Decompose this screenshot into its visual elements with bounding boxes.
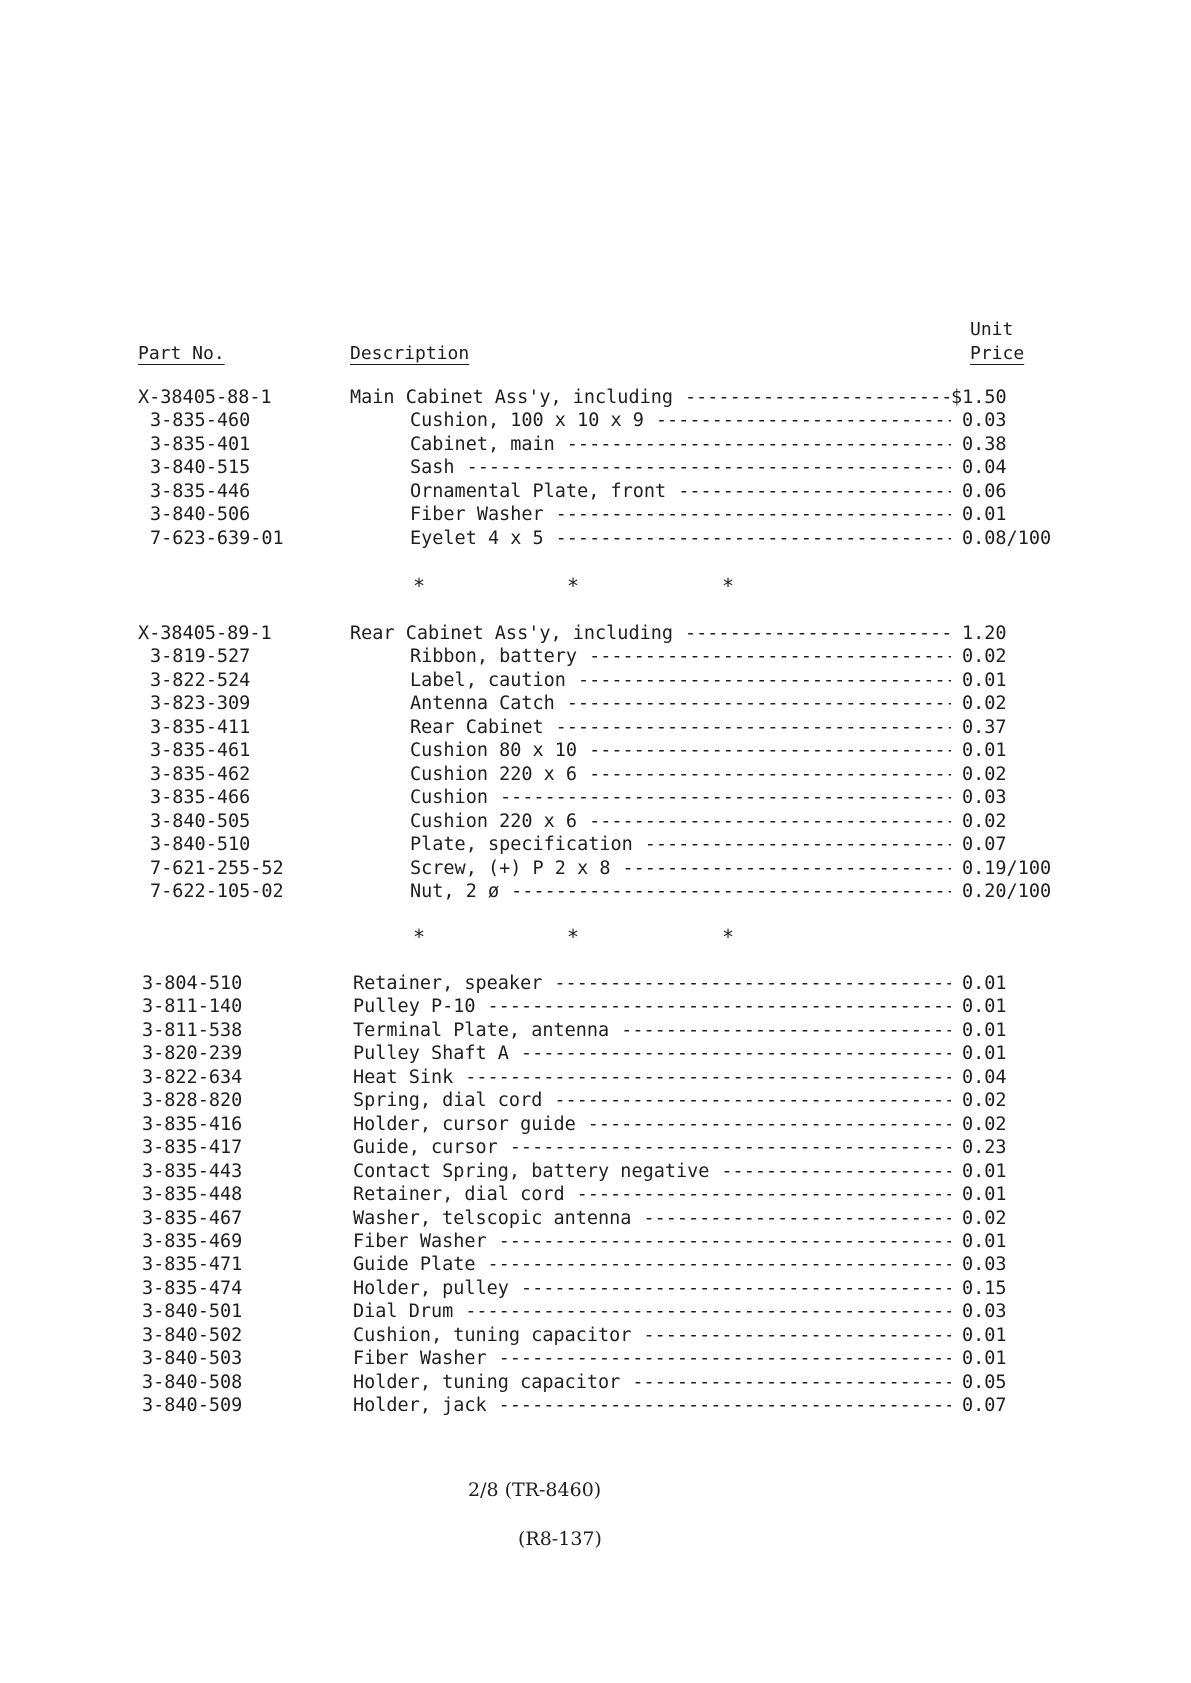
table-row <box>0 456 1191 480</box>
part-number: X-38405-89-1 <box>138 623 272 644</box>
description: Washer, telscopic antenna <box>353 1207 632 1229</box>
table-row <box>0 880 1191 904</box>
part-number: 7-621-255-52 <box>150 857 284 879</box>
description: Label, caution <box>410 669 566 691</box>
dotted-leader <box>499 1230 951 1254</box>
part-number: 3-835-469 <box>142 1230 243 1252</box>
description: Cushion 220 x 6 <box>410 810 578 832</box>
description-cell <box>353 1394 951 1418</box>
description-cell <box>410 409 951 433</box>
description: Terminal Plate, antenna <box>353 1019 610 1041</box>
part-number: 3-835-417 <box>142 1137 243 1159</box>
description: Cushion <box>410 787 488 809</box>
description-cell <box>353 1300 951 1324</box>
table-row <box>0 1207 1191 1231</box>
part-number: 3-819-527 <box>150 646 251 668</box>
description: Cushion 220 x 6 <box>410 763 578 785</box>
dotted-leader <box>589 739 951 763</box>
dotted-leader <box>510 1136 951 1160</box>
table-row <box>0 739 1191 763</box>
description-cell <box>410 763 951 787</box>
header-unit: Unit <box>970 319 1014 340</box>
unit-price: 0.04 <box>962 1066 1007 1088</box>
part-number: 3-835-466 <box>150 787 251 809</box>
table-row <box>0 480 1191 504</box>
part-number: 3-835-471 <box>142 1254 243 1276</box>
unit-price: 0.08/100 <box>962 527 1052 549</box>
dotted-leader <box>554 1089 951 1113</box>
page-number: 2/8 (TR-8460) <box>468 1479 602 1501</box>
description-cell <box>410 716 951 740</box>
description-cell <box>353 1113 951 1137</box>
unit-price: 0.03 <box>962 787 1007 809</box>
dotted-leader <box>589 645 951 669</box>
dotted-leader <box>643 1207 951 1231</box>
table-row <box>0 716 1191 740</box>
dotted-leader <box>556 716 951 740</box>
table-row <box>0 527 1191 551</box>
description-cell <box>353 1207 951 1231</box>
description: Retainer, speaker <box>353 973 543 994</box>
part-number: 3-828-820 <box>142 1090 243 1112</box>
unit-price: 0.37 <box>962 716 1007 738</box>
part-number: 3-835-460 <box>150 410 251 432</box>
dotted-leader <box>685 622 951 646</box>
part-number: 3-822-524 <box>150 669 251 691</box>
dotted-leader <box>554 972 951 996</box>
description: Dial Drum <box>353 1301 454 1323</box>
table-row <box>0 1089 1191 1113</box>
dotted-leader <box>632 1371 951 1395</box>
unit-price: 0.05 <box>962 1371 1007 1393</box>
part-number: 3-835-446 <box>150 480 251 502</box>
part-number: 3-835-474 <box>142 1277 243 1299</box>
description: Holder, cursor guide <box>353 1113 576 1135</box>
part-number: 3-840-509 <box>142 1395 243 1417</box>
description-cell <box>410 503 951 527</box>
description-cell <box>410 880 951 904</box>
dotted-leader <box>499 1347 951 1371</box>
unit-price: 0.38 <box>962 433 1007 455</box>
description: Holder, pulley <box>353 1277 509 1299</box>
part-number: 3-835-462 <box>150 763 251 785</box>
dotted-leader <box>567 433 951 457</box>
description-cell <box>353 972 951 996</box>
part-number: 3-840-510 <box>150 834 251 856</box>
unit-price: 0.01 <box>962 1184 1007 1206</box>
description: Contact Spring, battery negative <box>353 1160 710 1182</box>
part-number: 3-835-416 <box>142 1113 243 1135</box>
description: Ornamental Plate, front <box>410 480 667 502</box>
dotted-leader <box>589 810 951 834</box>
dotted-leader <box>511 880 951 904</box>
description: Heat Sink <box>353 1066 454 1088</box>
unit-price: 0.01 <box>962 669 1007 691</box>
table-row <box>0 1113 1191 1137</box>
separator-star: * <box>722 925 735 949</box>
part-number: 3-840-502 <box>142 1324 243 1346</box>
description: Rear Cabinet Ass'y, including <box>350 623 674 644</box>
table-row <box>0 763 1191 787</box>
description-cell <box>350 386 951 410</box>
part-number: 3-840-503 <box>142 1348 243 1370</box>
unit-price: 0.01 <box>962 504 1007 526</box>
description: Ribbon, battery <box>410 646 578 668</box>
part-number: 3-804-510 <box>142 973 243 994</box>
description: Main Cabinet Ass'y, including <box>350 387 674 408</box>
table-row <box>0 669 1191 693</box>
description-cell <box>353 1371 951 1395</box>
table-row <box>0 503 1191 527</box>
unit-price: 0.02 <box>962 646 1007 668</box>
table-row <box>0 786 1191 810</box>
dotted-leader <box>678 480 951 504</box>
dotted-leader <box>621 1019 951 1043</box>
part-number: 3-840-508 <box>142 1371 243 1393</box>
dotted-leader <box>500 786 951 810</box>
part-number: 3-820-239 <box>142 1043 243 1065</box>
dotted-leader <box>656 409 951 433</box>
part-number: 3-835-411 <box>150 716 251 738</box>
description: Nut, 2 ø <box>410 880 500 902</box>
table-row <box>0 433 1191 457</box>
table-row <box>0 810 1191 834</box>
unit-price: 0.03 <box>962 1254 1007 1276</box>
description-cell <box>410 857 951 881</box>
unit-price: 0.02 <box>962 1113 1007 1135</box>
description-cell <box>353 1347 951 1371</box>
document-code: (R8-137) <box>518 1528 602 1550</box>
unit-price: 0.20/100 <box>962 880 1052 902</box>
table-row <box>0 1230 1191 1254</box>
part-number: 3-835-443 <box>142 1160 243 1182</box>
table-row <box>0 833 1191 857</box>
unit-price: 0.15 <box>962 1277 1007 1299</box>
description: Guide Plate <box>353 1254 476 1276</box>
unit-price: 0.06 <box>962 480 1007 502</box>
unit-price: 0.01 <box>962 1160 1007 1182</box>
table-row <box>0 1324 1191 1348</box>
unit-price: 0.01 <box>962 996 1007 1018</box>
dotted-leader <box>643 1324 951 1348</box>
description-cell <box>410 810 951 834</box>
description: Eyelet 4 x 5 <box>410 527 544 549</box>
description: Cushion, 100 x 10 x 9 <box>410 410 644 432</box>
table-row <box>0 995 1191 1019</box>
dotted-leader <box>622 857 951 881</box>
table-row <box>0 1183 1191 1207</box>
table-row <box>0 1042 1191 1066</box>
table-row <box>0 1277 1191 1301</box>
unit-price: 0.04 <box>962 457 1007 479</box>
part-number: 3-811-140 <box>142 996 243 1018</box>
description-cell <box>353 1277 951 1301</box>
part-number: 3-840-506 <box>150 504 251 526</box>
table-row <box>0 857 1191 881</box>
description: Guide, cursor <box>353 1137 498 1159</box>
description-cell <box>353 1183 951 1207</box>
description-cell <box>353 1136 951 1160</box>
dotted-leader <box>521 1042 951 1066</box>
description-cell <box>410 433 951 457</box>
description-cell <box>410 786 951 810</box>
part-number: 3-811-538 <box>142 1019 243 1041</box>
description-cell <box>410 480 951 504</box>
description-cell <box>353 1066 951 1090</box>
description-cell <box>353 1230 951 1254</box>
unit-price: 0.01 <box>962 1348 1007 1370</box>
dotted-leader <box>721 1160 951 1184</box>
dotted-leader <box>556 503 951 527</box>
unit-price: 0.03 <box>962 410 1007 432</box>
unit-price: 0.19/100 <box>962 857 1052 879</box>
table-row <box>0 409 1191 433</box>
part-number: 3-840-501 <box>142 1301 243 1323</box>
unit-price: 0.01 <box>962 1019 1007 1041</box>
unit-price: 0.07 <box>962 834 1007 856</box>
description-cell <box>353 1019 951 1043</box>
description-cell <box>410 739 951 763</box>
description-cell <box>353 1042 951 1066</box>
description-cell <box>410 645 951 669</box>
dotted-leader <box>685 386 951 410</box>
dotted-leader <box>567 692 951 716</box>
unit-price: 0.02 <box>962 1090 1007 1112</box>
description-cell <box>353 1160 951 1184</box>
description-cell <box>410 692 951 716</box>
table-row <box>0 1253 1191 1277</box>
description: Cabinet, main <box>410 433 555 455</box>
part-number: 3-835-401 <box>150 433 251 455</box>
unit-price: 0.01 <box>962 973 1007 994</box>
separator-star: * <box>413 925 426 949</box>
description: Holder, jack <box>353 1395 487 1417</box>
header-description: Description <box>350 343 470 364</box>
separator-star: * <box>567 574 580 598</box>
description: Fiber Washer <box>410 504 544 526</box>
table-row <box>0 1136 1191 1160</box>
description-cell <box>353 1324 951 1348</box>
description-cell <box>410 456 951 480</box>
dotted-leader <box>488 995 951 1019</box>
table-row <box>0 1300 1191 1324</box>
section-separator <box>0 574 1191 598</box>
description: Spring, dial cord <box>353 1090 543 1112</box>
description: Cushion, tuning capacitor <box>353 1324 632 1346</box>
table-row <box>0 1019 1191 1043</box>
part-number: 3-835-467 <box>142 1207 243 1229</box>
part-number: 3-835-461 <box>150 740 251 762</box>
part-number: 3-823-309 <box>150 693 251 715</box>
table-row <box>0 1394 1191 1418</box>
header-price: Price <box>970 343 1025 364</box>
separator-star: * <box>413 574 426 598</box>
dotted-leader <box>645 833 951 857</box>
description-cell <box>353 1253 951 1277</box>
dotted-leader <box>499 1394 951 1418</box>
description: Fiber Washer <box>353 1348 487 1370</box>
separator-star: * <box>722 574 735 598</box>
part-number: 3-840-515 <box>150 457 251 479</box>
table-row <box>0 1066 1191 1090</box>
dotted-leader <box>488 1253 951 1277</box>
dotted-leader <box>589 763 951 787</box>
dotted-leader <box>521 1277 951 1301</box>
header-part-no: Part No. <box>138 343 225 364</box>
unit-price: 1.20 <box>962 623 1007 644</box>
table-row <box>0 645 1191 669</box>
unit-price: 0.02 <box>962 693 1007 715</box>
description-cell <box>353 1089 951 1113</box>
part-number: X-38405-88-1 <box>138 387 272 408</box>
description: Pulley P-10 <box>353 996 476 1018</box>
unit-price: 0.01 <box>962 1230 1007 1252</box>
unit-price: 0.01 <box>962 1324 1007 1346</box>
description: Rear Cabinet <box>410 716 544 738</box>
description-cell <box>410 669 951 693</box>
dotted-leader <box>578 669 951 693</box>
dotted-leader <box>588 1113 951 1137</box>
description-cell <box>353 995 951 1019</box>
part-number: 3-822-634 <box>142 1066 243 1088</box>
description: Screw, (+) P 2 x 8 <box>410 857 611 879</box>
table-row <box>0 972 1191 996</box>
unit-price: 0.23 <box>962 1137 1007 1159</box>
description: Retainer, dial cord <box>353 1184 565 1206</box>
unit-price: 0.03 <box>962 1301 1007 1323</box>
description: Antenna Catch <box>410 693 555 715</box>
description-cell <box>410 833 951 857</box>
table-row <box>0 692 1191 716</box>
table-row <box>0 1371 1191 1395</box>
unit-price: $1.50 <box>951 387 1007 408</box>
dotted-leader <box>465 1300 951 1324</box>
description: Fiber Washer <box>353 1230 487 1252</box>
table-row <box>0 386 1191 410</box>
part-number: 3-835-448 <box>142 1184 243 1206</box>
description-cell <box>350 622 951 646</box>
table-row <box>0 1160 1191 1184</box>
dotted-leader <box>467 456 951 480</box>
part-number: 7-622-105-02 <box>150 880 284 902</box>
description: Holder, tuning capacitor <box>353 1371 621 1393</box>
description: Cushion 80 x 10 <box>410 740 578 762</box>
dotted-leader <box>556 527 951 551</box>
dotted-leader <box>577 1183 951 1207</box>
unit-price: 0.01 <box>962 1043 1007 1065</box>
separator-star: * <box>567 925 580 949</box>
description-cell <box>410 527 951 551</box>
section-separator <box>0 925 1191 949</box>
unit-price: 0.07 <box>962 1395 1007 1417</box>
unit-price: 0.02 <box>962 763 1007 785</box>
dotted-leader <box>465 1066 951 1090</box>
description: Pulley Shaft A <box>353 1043 509 1065</box>
part-number: 7-623-639-01 <box>150 527 284 549</box>
table-row <box>0 1347 1191 1371</box>
table-row <box>0 622 1191 646</box>
part-number: 3-840-505 <box>150 810 251 832</box>
description: Sash <box>410 457 455 479</box>
unit-price: 0.02 <box>962 1207 1007 1229</box>
unit-price: 0.02 <box>962 810 1007 832</box>
unit-price: 0.01 <box>962 740 1007 762</box>
description: Plate, specification <box>410 834 633 856</box>
